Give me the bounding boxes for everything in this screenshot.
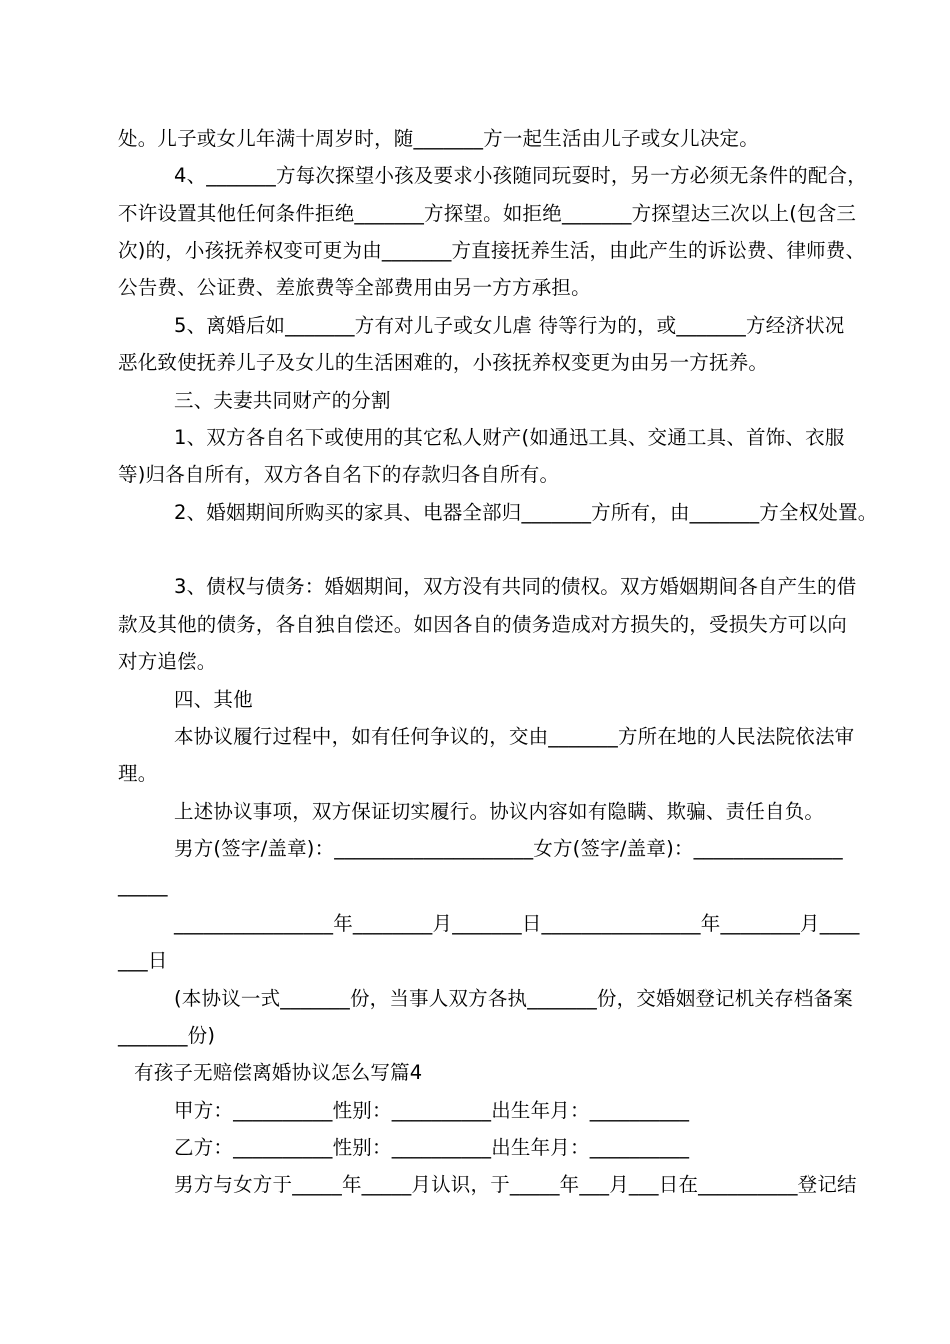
text-line: (本协议一式_______份，当事人双方各执_______份，交婚姻登记机关存档备案: [174, 987, 854, 1010]
party-line: 乙方：__________性别：__________出生年月：__________: [174, 1136, 690, 1159]
text-line: 男方与女方于_____年_____月认识，于_____年___月___日在__________登记结: [174, 1173, 857, 1196]
text-line: 上述协议事项，双方保证切实履行。协议内容如有隐瞒、欺骗、责任自负。: [174, 800, 825, 823]
article-title: 有孩子无赔偿离婚协议怎么写篇4: [134, 1061, 423, 1084]
text-line: 3、债权与债务：婚姻期间，双方没有共同的债权。双方婚姻期间各自产生的借: [174, 575, 857, 598]
signature-line: 男方(签字/盖章)：____________________女方(签字/盖章)：_______________: [174, 837, 843, 860]
text-line: 5、离婚后如_______方有对儿子或女儿虐 待等行为的，或_______方经济状况: [174, 314, 845, 337]
text-line: 理。: [118, 762, 158, 785]
text-line: 公告费、公证费、差旅费等全部费用由另一方方承担。: [118, 276, 591, 299]
text-line: 次)的，小孩抚养权变可更为由_______方直接抚养生活，由此产生的诉讼费、律师费、: [118, 239, 866, 262]
text-line: 处。儿子或女儿年满十周岁时，随_______方一起生活由儿子或女儿决定。: [118, 127, 759, 150]
text-line: 4、_______方每次探望小孩及要求小孩随同玩耍时，另一方必须无条件的配合，: [174, 164, 867, 187]
text-line: 2、婚姻期间所购买的家具、电器全部归_______方所有，由_______方全权处置。: [174, 501, 878, 524]
party-line: 甲方：__________性别：__________出生年月：__________: [174, 1099, 690, 1122]
text-line: 本协议履行过程中，如有任何争议的，交由_______方所在地的人民法院依法审: [174, 725, 855, 748]
text-line: 恶化致使抚养儿子及女儿的生活困难的，小孩抚养权变更为由另一方抚养。: [118, 351, 769, 374]
signature-line: _____: [118, 874, 168, 897]
date-line: ________________年________月_______日________________年________月____: [174, 912, 860, 935]
section-heading: 三、夫妻共同财产的分割: [174, 389, 391, 412]
text-line: 等)归各自所有，双方各自名下的存款归各自所有。: [118, 463, 560, 486]
text-line: 款及其他的债务，各自独自偿还。如因各自的债务造成对方损失的，受损失方可以向: [118, 613, 847, 636]
date-line: ___日: [118, 949, 168, 972]
text-line: _______份): [118, 1024, 216, 1047]
text-line: 对方追偿。: [118, 650, 217, 673]
section-heading: 四、其他: [174, 688, 253, 711]
text-line: 不许设置其他任何条件拒绝_______方探望。如拒绝_______方探望达三次以上(包含三: [118, 202, 857, 225]
text-line: 1、双方各自名下或使用的其它私人财产(如通迅工具、交通工具、首饰、衣服: [174, 426, 845, 449]
